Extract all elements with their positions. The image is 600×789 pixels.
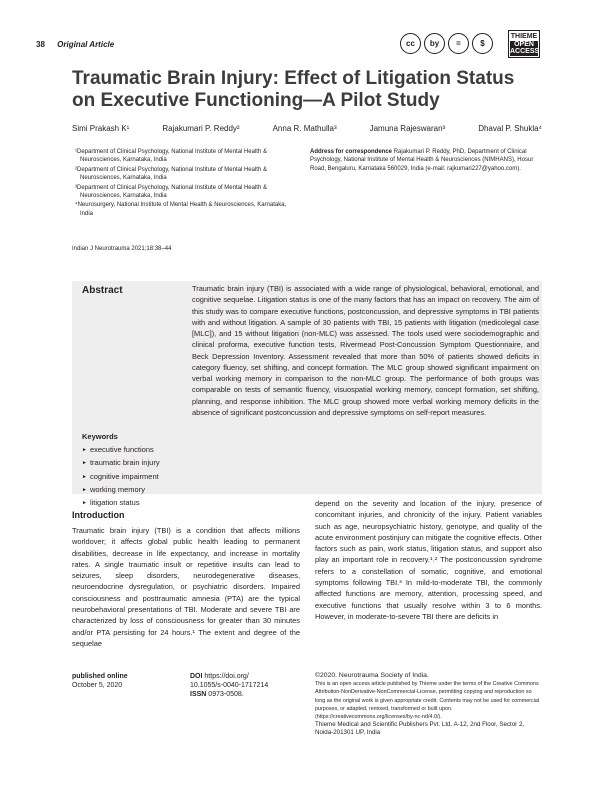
- intro-paragraph: Traumatic brain injury (TBI) is a condition that affects millions worldover; it affects global public health leading to permanent disabilities, decrease in life expectancy, and increase in mortality rates. A single traumatic insult or repetitive insults can lead to seizures, sleep disorders, neurodegenerative diseases, neuroendocrine dysregulation, or psychiatric disorders. Impaired consciousness and posttraumatic amnesia (PTA) are the typical neurobehavioral presentations of TBI. Moderate and severe TBI are characterized by loss of consciousness for greater than 30 minutes and/or PTA persisting for 24 hours.¹ The extent and degree of the sequelae: [72, 526, 300, 648]
- correspondence-label: Address for correspondence: [310, 149, 393, 155]
- intro-paragraph-cont: depend on the severity and location of the injury, presence of concomitant injuries, and chronicity of the injury. Patient variables such as age, neuropsychiatric history, genotype, and quality of the acute environment postinjury can mitigate the cognitive effects. Other factors such as pain, work status, litigation status, and support also play an important role in recovery.¹˒² The postconcussion syndrome refers to a constellation of somatic, cognitive, and emotional symptoms following TBI.³ In mild-to-moderate TBI, the commonly affected functions are memory, attention, processing speed, and executive functions that usually resolve within 3 to 6 months. However, in moderate-to-severe TBI there are deficits in: [315, 499, 542, 621]
- section-label: Original Article: [57, 40, 115, 49]
- page-number: 38: [36, 40, 45, 49]
- body-column-left: [72, 525, 300, 649]
- copyright-info: [315, 672, 542, 738]
- abstract-text: Traumatic brain injury (TBI) is associated with a wide range of physiological, behavioral, emotional, and cognitive sequelae. Litigation status is one of the many factors that has an impact on recovery. The aim of this study was to compare executive functions, postconcussion, and depressive symptoms in TBI patients with and without litigation. A sample of 30 patients with TBI, 15 patients with litigation (medicolegal case [MLC]), and 15 without litigation (non-MLC) was assessed. The tools used were sociodemographic and clinical proforma, executive function tests, Rivermead Post-Concussion Symptom Questionnaire, and Beck Depression Inventory. Assessment revealed that more than 50% of patients showed deficits in category fluency, set shifting, and concept formation. The MLC group showed significant impairment on verbal working memory in comparison to the non-MLC group. The performance of both groups was comparable on tests of semantic fluency, visuospatial working memory, concept formation, set shifting, planning, and response inhibition. The MLC group showed more verbal working memory deficits in the absence of significant postconcussion and depressive symptoms on self-report measures.: [192, 284, 539, 417]
- affiliation: ²Department of Clinical Psychology, National Institute of Mental Health & Neurosciences, Karnataka, India: [75, 166, 267, 182]
- copyright-line: ©2020. Neurotrauma Society of India.: [315, 672, 429, 679]
- keywords-heading: Keywords: [82, 432, 118, 441]
- issn-label: ISSN: [190, 691, 207, 698]
- badge-line1: THIEME: [510, 33, 538, 40]
- citation: Indian J Neurotrauma 2021;18:38–44: [72, 246, 172, 252]
- author: Simi Prakash K¹: [72, 124, 130, 133]
- by-icon: by: [424, 33, 445, 54]
- running-header: [36, 40, 114, 49]
- nc-icon: $: [472, 33, 493, 54]
- keyword-item: ► traumatic brain injury: [82, 457, 192, 470]
- badge-line3: ACCESS: [510, 48, 540, 55]
- license-text: This is an open access article published by Thieme under the terms of the Creative Commons Attribution-NonDerivative-NonCommercial-License, permitting copying and reproduction so long as the original work is given appropriate credit. Contents may not be used for commercial purposes, or adapted, remixed, transformed or built upon. (https://creativecommons.org/licenses/by-nc-nd/4.0/).: [315, 681, 540, 721]
- affiliation: ³Department of Clinical Psychology, National Institute of Mental Health & Neurosciences, Karnataka, India: [75, 184, 267, 200]
- doi-label: DOI: [190, 673, 203, 680]
- author: Dhaval P. Shukla⁴: [478, 124, 542, 133]
- published-date: October 5, 2020: [72, 682, 123, 689]
- doi-value: 10.1055/s-0040-1717214: [190, 682, 269, 689]
- abstract-heading: Abstract: [82, 285, 123, 296]
- correspondence: [310, 148, 545, 173]
- published-label: published online: [72, 673, 128, 680]
- keyword-item: ► executive functions: [82, 444, 192, 457]
- publisher-address: Thieme Medical and Scientific Publishers Pvt. Ltd. A-12, 2nd Floor, Sector 2, Noida-201301 UP, India: [315, 721, 525, 737]
- badge-line2: OPEN: [510, 41, 538, 49]
- open-access-badge: [508, 30, 540, 58]
- body-column-right: [315, 498, 542, 622]
- doi-url[interactable]: https://doi.org/: [204, 673, 249, 680]
- author: Rajakumari P. Reddy²: [162, 124, 240, 133]
- keywords-list: [82, 444, 192, 510]
- correspondence-text: Rajakumari P. Reddy, PhD, Department of Clinical Psychology, National Institute of Mental Health & Neurosciences (NIMHANS), Hosur Road, Bengaluru, Karnataka 560029, India (e-mail: rajkumari227@yahoo.com).: [310, 149, 534, 172]
- author: Anna R. Mathulla³: [272, 124, 337, 133]
- affiliations: [72, 148, 292, 219]
- keyword-item: ► cognitive impairment: [82, 471, 192, 484]
- introduction-heading: Introduction: [72, 510, 125, 520]
- keyword-item: ► working memory: [82, 484, 192, 497]
- nd-icon: =: [448, 33, 469, 54]
- affiliation: ¹Department of Clinical Psychology, National Institute of Mental Health & Neurosciences, Karnataka, India: [75, 149, 267, 164]
- article-title: Traumatic Brain Injury: Effect of Litigation Status on Executive Functioning—A Pilot Study: [72, 68, 515, 111]
- issn-value: 0973-0508.: [208, 691, 244, 698]
- license-icons: [400, 33, 493, 57]
- published-info: [72, 672, 128, 690]
- cc-icon: cc: [400, 33, 421, 54]
- doi-info: [190, 672, 268, 699]
- author-list: [72, 124, 542, 133]
- affiliation: ⁴Neurosurgery, National Institute of Mental Health & Neurosciences, Karnataka, India: [75, 202, 287, 217]
- author: Jamuna Rajeswaran³: [369, 124, 446, 133]
- keyword-item: ► litigation status: [82, 497, 192, 510]
